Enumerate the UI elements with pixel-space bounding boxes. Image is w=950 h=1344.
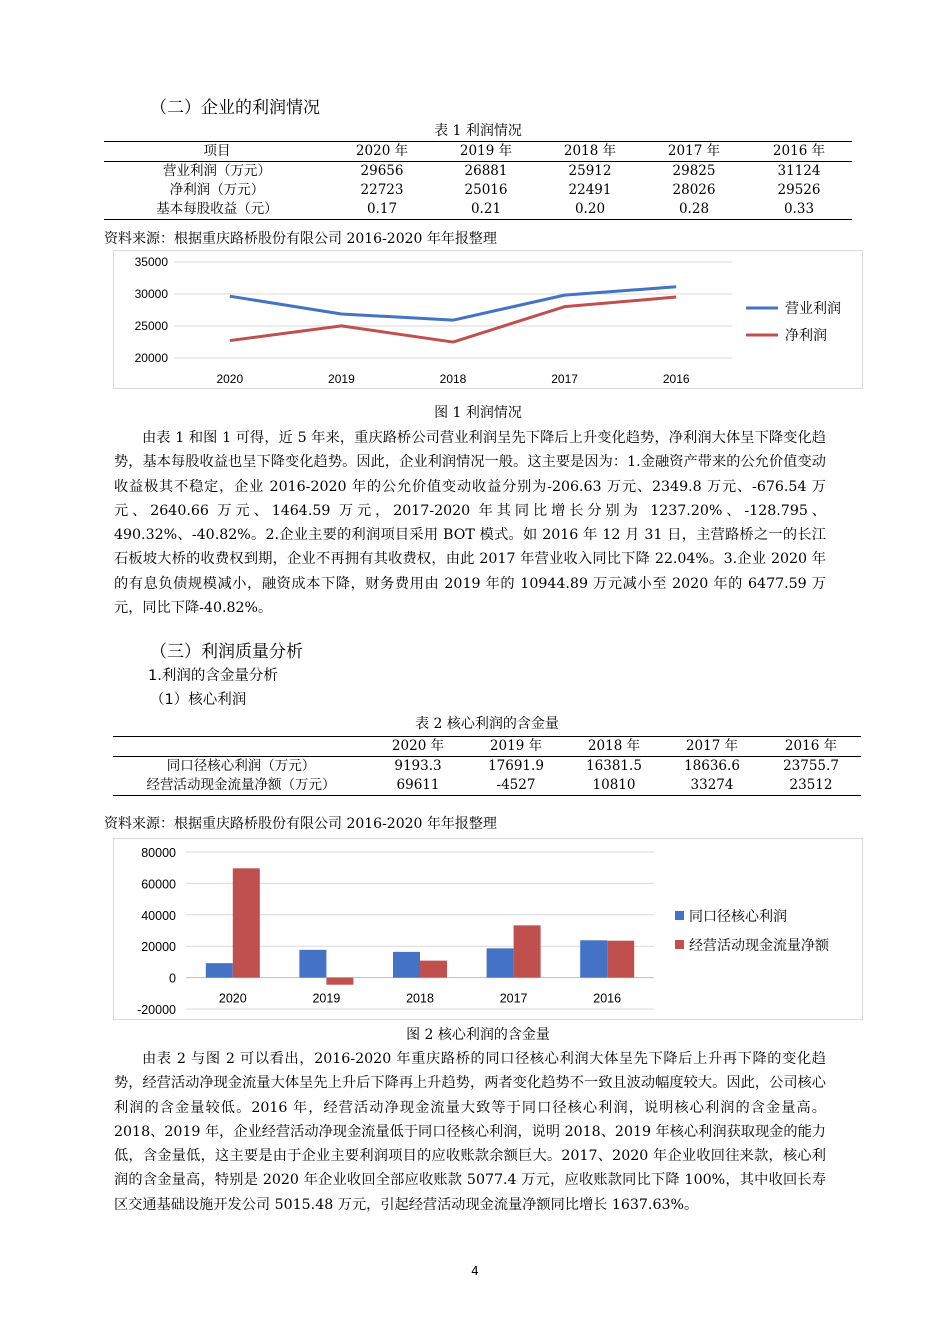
bar: [607, 941, 634, 978]
table-cell: -4527: [496, 777, 536, 793]
table-cell: 22491: [568, 182, 612, 198]
core-profit-bar-chart: [114, 839, 862, 1019]
table-cell: 23755.7: [783, 758, 839, 774]
table-header-cell: [113, 737, 369, 757]
table-header-row: [104, 142, 852, 162]
table-cell: 22723: [360, 182, 404, 198]
y-tick-label: 20000: [134, 351, 168, 365]
legend-swatch: [675, 911, 684, 920]
table-cell: 16381.5: [586, 758, 642, 774]
y-tick-label: 25000: [134, 319, 168, 333]
table-cell: 26881: [464, 163, 508, 179]
core-profit-bar-chart-frame: [113, 838, 863, 1020]
x-tick-label: 2018: [439, 372, 467, 386]
table-cell: 25016: [464, 182, 508, 198]
table-header-cell: 2016 年: [761, 737, 861, 757]
bar: [420, 961, 447, 978]
table-cell: 同口径核心利润（万元）: [166, 758, 316, 774]
table-cell: 69611: [396, 777, 440, 793]
data-source-note: 资料来源：根据重庆路桥股份有限公司 2016-2020 年年报整理: [104, 231, 497, 247]
table-cell: 17691.9: [488, 758, 544, 774]
legend-swatch: [675, 940, 684, 949]
bar: [299, 950, 326, 978]
paragraph-text: 由表 1 和图 1 可得，近 5 年来，重庆路桥公司营业利润呈先下降后上升变化趋势，净利润大体呈下降变化趋势，基本每股收益也呈下降变化趋势。因此，企业利润情况一般。这主要是因为：1.金融资产带来的公允价值变动收益极其不稳定，企业 2016-2020 年的公允价值变动收益分别为-206.63 万元、2349.8 万元、-676.54 万元、2640.66 万元、1464.59 万元，2017-2020 年其同比增长分别为 1237.20%、-128.795、490.32%、-40.82%。2.企业主要的利润项目采用 BOT 模式。如 2016 年 12 月 31 日，主营路桥之一的长江石板坡大桥的收费权到期，企业不再拥有其收费权，由此 2017 年营业收入同比下降 22.04%。3.企业 2020 年的有息负债规模减小，融资成本下降，财务费用由 2019 年的 10944.89 万元减小至 2020 年的 6477.59 万元，同比下降-40.82%。: [114, 430, 826, 617]
table-header-row: [113, 737, 861, 757]
table2-caption: 表 2 核心利润的含金量: [415, 716, 559, 732]
data-source-note: 资料来源：根据重庆路桥股份有限公司 2016-2020 年年报整理: [104, 816, 497, 832]
x-tick-label: 2016: [662, 372, 690, 386]
legend-label: 经营活动现金流量净额: [689, 937, 829, 953]
bar: [233, 868, 260, 977]
subheading-content: 1.利润的含金量分析: [148, 668, 278, 684]
table-cell: 29526: [777, 182, 821, 198]
table-cell: 0.33: [783, 201, 815, 217]
y-tick-label: 80000: [141, 846, 176, 860]
y-tick-label: 0: [169, 971, 176, 986]
profit-line-chart: [114, 251, 862, 388]
analysis-paragraph-1: [114, 426, 826, 620]
legend-label: 营业利润: [785, 300, 841, 316]
bar: [487, 948, 514, 977]
table-cell: 经营活动现金流量净额（万元）: [146, 777, 336, 793]
table-header-cell: 2020 年: [330, 142, 434, 162]
bar: [206, 963, 233, 977]
x-tick-label: 2020: [216, 372, 244, 386]
y-tick-label: 40000: [141, 908, 176, 923]
table-cell: 29825: [672, 163, 716, 179]
y-tick-label: 35000: [134, 255, 168, 269]
table-header-cell: 2018 年: [565, 737, 663, 757]
paragraph-text: 由表 2 与图 2 可以看出，2016-2020 年重庆路桥的同口径核心利润大体呈先下降后上升再下降的变化趋势，经营活动净现金流量大体呈先上升后下降再上升趋势，两者变化趋势不一致且波动幅度较大。因此，公司核心利润的含金量较低。2016 年，经营活动净现金流量大致等于同口径核心利润，说明核心利润的含金量高。2018、2019 年，企业经营活动净现金流量低于同口径核心利润，说明 2018、2019 年核心利润获取现金的能力低，含金量低，这主要是由于企业主要利润项目的应收账款余额巨大。2017、2020 年企业收回往来款，核心利润的含金量高，特别是 2020 年企业收回全部应收账款 5077.4 万元，应收账款同比下降 100%，其中收回长寿区交通基础设施开发公司 5015.48 万元，引起经营活动现金流量净额同比增长 1637.63%。: [114, 1051, 826, 1213]
table-header-cell: 2019 年: [467, 737, 565, 757]
table-row: [113, 776, 861, 796]
table-cell: 33274: [690, 777, 734, 793]
table-cell: 净利润（万元）: [169, 182, 265, 198]
table-row: [104, 200, 852, 220]
figure1-caption: 图 1 利润情况: [434, 405, 522, 421]
table-cell: 29656: [360, 163, 404, 179]
x-tick-label: 2017: [499, 991, 528, 1006]
bar: [514, 925, 541, 977]
table-header-cell: 2016 年: [746, 142, 852, 162]
table-cell: 31124: [777, 163, 821, 179]
y-tick-label: 20000: [141, 940, 176, 955]
table-cell: 基本每股收益（元）: [156, 201, 278, 217]
table-header-cell: 2017 年: [642, 142, 746, 162]
table-cell: 25912: [568, 163, 612, 179]
table-cell: 0.21: [470, 201, 502, 217]
analysis-paragraph-2: [114, 1047, 826, 1217]
table-cell: 0.20: [574, 201, 606, 217]
subheading-core-profit: （1）核心利润: [150, 692, 247, 708]
x-tick-label: 2019: [312, 991, 341, 1006]
x-tick-label: 2018: [406, 991, 434, 1006]
x-tick-label: 2019: [328, 372, 355, 386]
table-header-cell: 2017 年: [663, 737, 761, 757]
table-cell: 0.17: [366, 201, 398, 217]
section-heading-quality: （三）利润质量分析: [150, 642, 303, 662]
profit-table: [104, 141, 852, 220]
table-cell: 10810: [592, 777, 636, 793]
table-header-cell: 2020 年: [369, 737, 467, 757]
table-row: [104, 162, 852, 182]
legend-label: 同口径核心利润: [689, 908, 787, 924]
table-cell: 0.28: [678, 201, 710, 217]
table-header-cell: 2019 年: [434, 142, 538, 162]
y-tick-label: -20000: [137, 1003, 176, 1017]
x-tick-label: 2017: [551, 372, 578, 386]
legend-label: 净利润: [785, 327, 827, 343]
table-cell: 18636.6: [684, 758, 740, 774]
bar: [326, 978, 353, 985]
table-header-cell: 项目: [104, 142, 330, 162]
bar: [393, 952, 420, 978]
table-cell: 28026: [672, 182, 716, 198]
profit-line-chart-frame: [113, 250, 863, 389]
table-cell: 营业利润（万元）: [163, 163, 271, 179]
table-cell: 9193.3: [394, 758, 442, 774]
table1-caption: 表 1 利润情况: [434, 123, 522, 139]
table-cell: 23512: [789, 777, 833, 793]
table-row: [104, 181, 852, 200]
y-tick-label: 30000: [134, 287, 168, 301]
x-tick-label: 2016: [593, 991, 622, 1006]
section-heading-profit: （二）企业的利润情况: [150, 98, 320, 118]
page-number: 4: [471, 1264, 479, 1278]
table-row: [113, 757, 861, 777]
figure2-caption: 图 2 核心利润的含金量: [406, 1027, 550, 1043]
bar: [580, 940, 607, 977]
x-tick-label: 2020: [218, 991, 247, 1006]
core-profit-table: [113, 736, 861, 796]
table-header-cell: 2018 年: [538, 142, 642, 162]
y-tick-label: 60000: [141, 877, 176, 892]
